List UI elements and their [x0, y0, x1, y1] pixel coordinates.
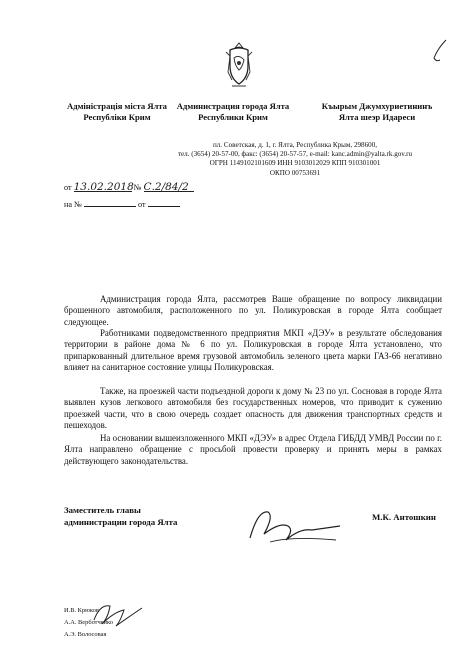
approval-list	[64, 605, 113, 641]
number-prefix: №	[133, 183, 142, 192]
ref-number-blank	[84, 197, 136, 207]
handwritten-date: 13.02.2018	[73, 181, 134, 193]
admin-ru-line2: Республики Крим	[198, 112, 268, 122]
ref-from: от	[137, 200, 146, 209]
paragraph-text: Также, на проезжей части подъездной дороги к дому № 23 по ул. Сосновая в городе Ялта выявлен кузов легкового автомобиля без государственных номеров, что приводит к сужению проезжей части, что в свою очередь создает опасность для движения транспортных средств и пешеходов.	[64, 386, 442, 431]
admin-header-ukrainian	[52, 101, 182, 123]
contact-phones: тел. (3654) 20-57-00, факс: (3654) 20-57-57, e-mail: kanc.admin@yalta.rk.gov.ru	[177, 150, 413, 159]
body-paragraph-4	[64, 433, 442, 467]
paragraph-text: Администрация города Ялта, рассмотрев Ваше обращение по вопросу ликвидации брошенного автомобиля, расположенного по ул. Поликуровская в городе Ялта сообщает следующее.	[64, 294, 442, 327]
signatory-title-line1: Заместитель главы	[64, 505, 141, 515]
paragraph-text: Работниками подведомственного предприятия МКП «ДЭУ» в результате обследования территории в районе дома № 6 по ул. Поликуровская в городе Ялта установлено, что припаркованный длительное время грузовой автомобиль зеленого цвета марки ГАЗ-66 негативно влияет на санитарное состояние улицы Поликуровская.	[64, 328, 442, 373]
date-prefix: от	[64, 183, 72, 192]
body-paragraph-3	[64, 386, 442, 432]
handwritten-signature	[240, 500, 350, 550]
admin-ru-line1: Администрация города Ялта	[176, 101, 290, 111]
approver-3: А.Э. Волосовая	[64, 631, 107, 638]
body-paragraph-1	[64, 294, 442, 328]
admin-ua-line2: Республіки Крим	[83, 112, 151, 122]
ref-date-blank	[148, 197, 180, 207]
signatory-title	[64, 505, 177, 528]
registration-line-reference	[64, 197, 180, 210]
signatory-title-line2: администрации города Ялта	[64, 516, 178, 527]
approver-1: И.В. Крюков	[64, 607, 99, 614]
signatory-name: М.К. Антошкин	[372, 512, 436, 522]
contact-address: пл. Советская, д. 1, г. Ялта, Республика Крым, 298600,	[212, 141, 378, 149]
admin-crh-line2: Ялта шеэр Идареси	[338, 112, 416, 122]
approver-2: А.А. Верботченко	[64, 619, 113, 626]
pen-stroke-icon	[428, 38, 450, 64]
body-paragraph-2	[64, 328, 442, 374]
paragraph-text: На основании вышеизложенного МКП «ДЭУ» в адрес Отдела ГИБДД УМВД России по г. Ялта направлено обращение с просьбой провести проверку и принять меры в рамках действующего законодательства.	[64, 433, 442, 466]
admin-crh-line1: Къырым Джумхуриетининъ	[321, 101, 433, 111]
crimea-coat-of-arms-icon	[222, 42, 256, 88]
admin-header-russian	[172, 101, 294, 123]
registration-line-outgoing	[64, 182, 194, 193]
contact-details	[130, 141, 460, 178]
contact-registry-codes: ОГРН 1149102101609 ИНН 9103012029 КПП 910301001	[209, 159, 381, 168]
admin-ua-line1: Адміністрація міста Ялта	[67, 101, 167, 111]
admin-header-crimean-tatar	[302, 101, 452, 123]
contact-okpo: ОКПО 00753691	[269, 168, 321, 177]
ref-prefix: на №	[64, 200, 82, 209]
handwritten-number: С.2/84/2	[144, 182, 194, 192]
